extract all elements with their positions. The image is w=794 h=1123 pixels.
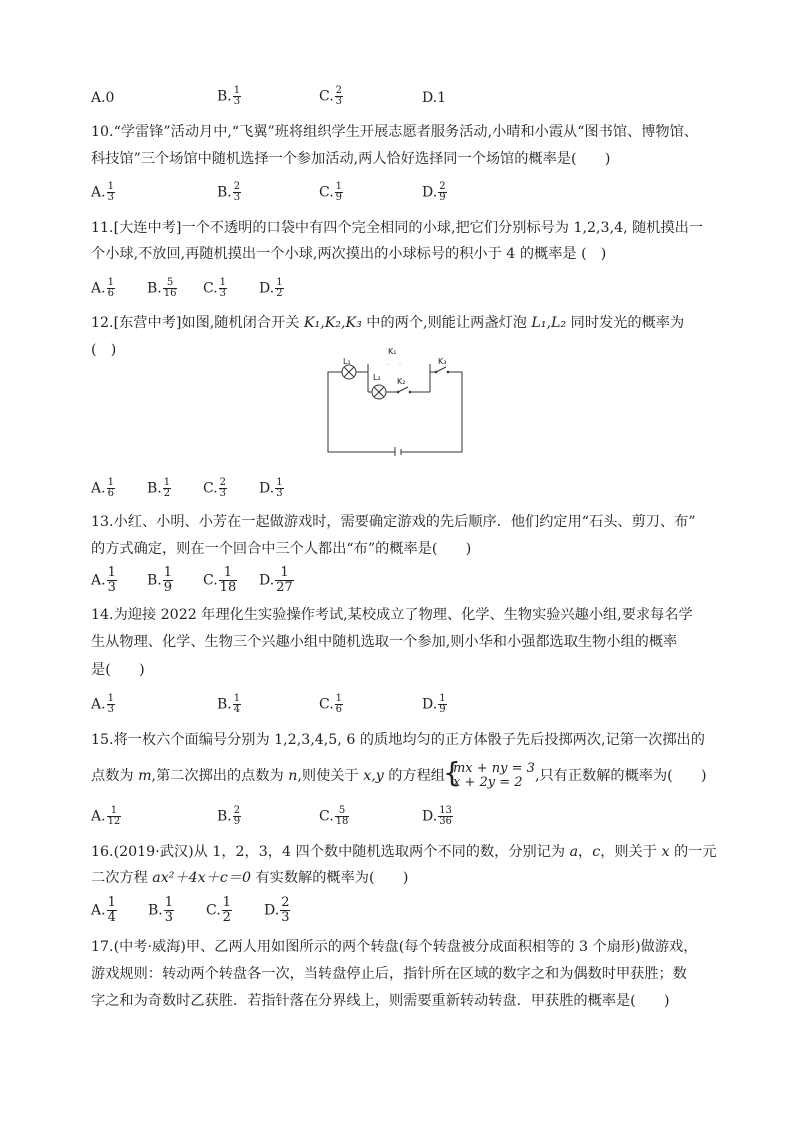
q10-option-d: D. $\frac{2}{9}$ xyxy=(422,181,446,203)
q11-option-a: A. $\frac{1}{6}$ xyxy=(91,277,114,299)
q13-option-a: A. $\frac{1}{3}$ xyxy=(91,565,116,595)
q11-option-b: B. $\frac{5}{16}$ xyxy=(147,277,177,299)
q12-option-c: C. $\frac{2}{3}$ xyxy=(203,477,227,499)
q16-text-line1: 16.(2019·武汉)从 1，2，3，4 四个数中随机选取两个不同的数，分别记为 a，c，则关于 x 的一元 xyxy=(91,844,717,860)
q15-text-line2: 点数为 m,第二次掷出的点数为 n,则使关于 x,y 的方程组 { mx + ny = 3 x + 2y = 2 ,只有正数解的概率为( ) xyxy=(91,756,707,790)
q17-text-line3: 字之和为奇数时乙获胜．若指针落在分界线上，则需要重新转动转盘．甲获胜的概率是( ) xyxy=(91,993,670,1009)
q14-option-b: B. $\frac{1}{4}$ xyxy=(217,693,241,715)
q16-option-d: D. $\frac{2}{3}$ xyxy=(264,895,290,925)
q10-text-line2: 科技馆”三个场馆中随机选择一个参加活动,两人恰好选择同一个场馆的概率是( ) xyxy=(91,151,611,167)
q12-text-line1: 12.[东营中考]如图,随机闭合开关 K₁,K₂,K₃ 中的两个,则能让两盏灯泡 L₁,L₂ 同时发光的概率为 xyxy=(91,315,685,331)
q14-option-a: A. $\frac{1}{3}$ xyxy=(91,693,114,715)
q10-text-line1: 10.“学雷锋”活动月中,“飞翼”班将组织学生开展志愿者服务活动,小晴和小霞从“图书馆、博物馆、 xyxy=(91,124,698,140)
q14-option-c: C. $\frac{1}{6}$ xyxy=(319,693,343,715)
q13-option-d: D. $\frac{1}{27}$ xyxy=(259,565,293,595)
q12-text-line2: ( ) xyxy=(91,342,117,358)
label-K2: K₂ xyxy=(397,377,406,386)
q14-text-line2: 生从物理、化学、生物三个兴趣小组中随机选取一个参加,则小华和小强都选取生物小组的概率 xyxy=(91,634,678,650)
q10-option-a: A. $\frac{1}{3}$ xyxy=(91,181,114,203)
q14-option-d: D. $\frac{1}{9}$ xyxy=(422,693,446,715)
q16-text-line2: 二次方程 ax²＋4x＋c＝0 有实数解的概率为( ) xyxy=(91,870,409,886)
q13-option-b: B. $\frac{1}{9}$ xyxy=(147,565,173,595)
label-K3: K₃ xyxy=(438,357,447,366)
equation-system: { mx + ny = 3 x + 2y = 2 xyxy=(442,756,535,790)
q9-option-a: A.0 xyxy=(91,90,115,106)
q17-text-line1: 17.(中考·威海)甲、乙两人用如图所示的两个转盘(每个转盘被分成面积相等的 3 个扇形)做游戏， xyxy=(91,939,698,955)
q15-option-b: B. $\frac{2}{9}$ xyxy=(217,805,241,827)
circuit-diagram xyxy=(320,364,470,456)
q15-option-a: A. $\frac{1}{12}$ xyxy=(91,805,121,827)
q15-option-c: C. $\frac{5}{18}$ xyxy=(319,805,349,827)
label-L2: L₂ xyxy=(373,373,381,382)
q13-text-line2: 的方式确定，则在一个回合中三个人都出“布”的概率是( ) xyxy=(91,541,472,557)
q13-option-c: C. $\frac{1}{18}$ xyxy=(203,565,237,595)
q11-text-line1: 11.[大连中考]一个不透明的口袋中有四个完全相同的小球,把它们分别标号为 1,2,3,4, 随机摸出一 xyxy=(91,220,704,236)
q9-option-b: B. $\frac{1}{3}$ xyxy=(217,85,241,107)
q11-text-line2: 个小球,不放回,再随机摸出一个小球,两次摸出的小球标号的积小于 4 的概率是 ( ) xyxy=(91,246,607,262)
q14-text-line3: 是( ) xyxy=(91,662,145,678)
q14-text-line1: 14.为迎接 2022 年理化生实验操作考试,某校成立了物理、化学、生物实验兴趣小组,要求每名学 xyxy=(91,607,693,623)
q10-option-b: B. $\frac{2}{3}$ xyxy=(217,181,241,203)
q16-option-b: B. $\frac{1}{3}$ xyxy=(148,895,174,925)
q15-option-d: D. $\frac{13}{36}$ xyxy=(422,805,452,827)
q9-option-c: C. $\frac{2}{3}$ xyxy=(319,85,343,107)
q17-text-line2: 游戏规则：转动两个转盘各一次，当转盘停止后，指针所在区域的数字之和为偶数时甲获胜；数 xyxy=(91,966,687,982)
q9-option-d: D.1 xyxy=(422,90,447,106)
q12-option-d: D. $\frac{1}{3}$ xyxy=(259,477,283,499)
label-L1: L₁ xyxy=(343,357,351,366)
q13-text-line1: 13.小红、小明、小芳在一起做游戏时，需要确定游戏的先后顺序．他们约定用“石头、剪刀、布” xyxy=(91,514,696,530)
q11-option-d: D. $\frac{1}{2}$ xyxy=(259,277,283,299)
q16-option-c: C. $\frac{1}{2}$ xyxy=(206,895,231,925)
q12-option-a: A. $\frac{1}{6}$ xyxy=(91,477,114,499)
q10-option-c: C. $\frac{1}{9}$ xyxy=(319,181,343,203)
q12-option-b: B. $\frac{1}{2}$ xyxy=(147,477,171,499)
q16-option-a: A. $\frac{1}{4}$ xyxy=(91,895,116,925)
q11-option-c: C. $\frac{1}{3}$ xyxy=(203,277,227,299)
label-K1: K₁ xyxy=(388,347,397,356)
q15-text-line1: 15.将一枚六个面编号分别为 1,2,3,4,5, 6 的质地均匀的正方体骰子先后投掷两次,记第一次掷出的 xyxy=(91,732,705,748)
